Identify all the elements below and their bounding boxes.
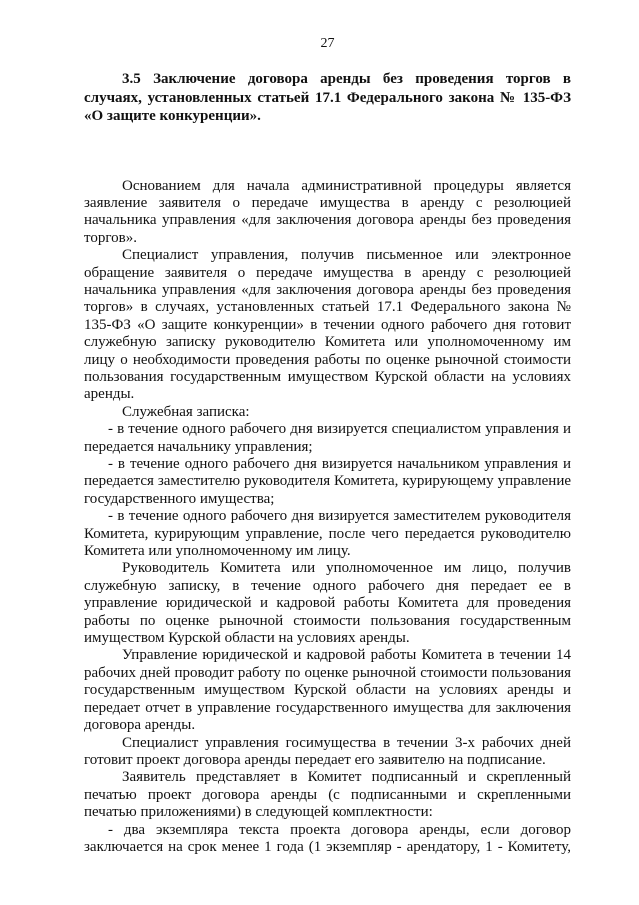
paragraph: Специалист управления госимущества в течении 3-х рабочих дней готовит проект договора аренды передает его заявителю на подписание. bbox=[84, 734, 571, 768]
list-item: - в течение одного рабочего дня визируется начальником управления и передается заместителю руководителя Комитета, курирующему управление государственного имущества; bbox=[84, 456, 571, 507]
list-item: - в течение одного рабочего дня визируется специалистом управления и передается начальнику управления; bbox=[84, 421, 571, 455]
paragraph: Служебная записка: bbox=[122, 403, 250, 420]
section-heading: 3.5 Заключение договора аренды без проведения торгов в случаях, установленных статьей 17.1 Федерального закона № 135-ФЗ «О защите конкуренции». bbox=[84, 71, 571, 124]
paragraph: Управление юридической и кадровой работы Комитета в течении 14 рабочих дней проводит работу по оценке рыночной стоимости пользования государственным имуществом Курской области на условиях аренды и передает отчет в управление государственного имущества для заключения договора аренды. bbox=[84, 647, 571, 734]
list-item: - два экземпляра текста проекта договора аренды, если договор заключается на срок менее 1 года (1 экземпляр - арендатору, 1 - Комитету, bbox=[84, 821, 571, 855]
paragraph: Заявитель представляет в Комитет подписанный и скрепленный печатью проект договора аренды (с подписанными и скрепленными печатью приложениями) в следующей комплектности: bbox=[84, 769, 571, 821]
list-item: - в течение одного рабочего дня визируется заместителем руководителя Комитета, курирующим управление, после чего передается руководителю Комитета или уполномоченному им лицу. bbox=[84, 508, 571, 560]
page-number: 27 bbox=[320, 36, 335, 51]
paragraph: Специалист управления, получив письменное или электронное обращение заявителя о передаче имущества в аренду с резолюцией начальника управления «для заключения договора аренды без проведения торгов» в случаях, установленных статьей 17.1 Федерального закона № 135-ФЗ «О защите конкуренции» в течении одного рабочего дня готовит служебную записку руководителю Комитета или уполномоченному им лицу о необходимости проведения работы по оценке рыночной стоимости пользования государственным имуществом Курской области на условиях аренды. bbox=[84, 247, 571, 403]
paragraph: Руководитель Комитета или уполномоченное им лицо, получив служебную записку, в течение одного рабочего дня передает ее в управление юридической и кадровой работы Комитета для проведения работы по оценке рыночной стоимости пользования государственным имуществом Курской области на условиях аренды. bbox=[84, 560, 571, 647]
paragraph: Основанием для начала административной процедуры является заявление заявителя о передаче имущества в аренду с резолюцией начальника управления «для заключения договора аренды без проведения торгов». bbox=[84, 177, 571, 246]
